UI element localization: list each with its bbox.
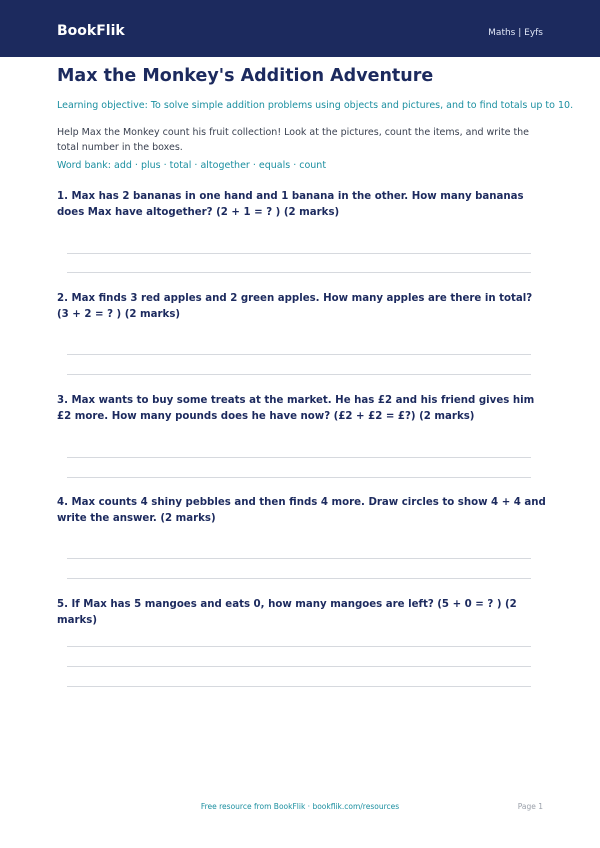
page-number: Page 1: [517, 802, 543, 811]
answer-line[interactable]: [67, 578, 531, 579]
answer-line[interactable]: [67, 354, 531, 355]
answer-line[interactable]: [67, 253, 531, 254]
footer-credit[interactable]: Free resource from BookFlik · bookflik.com/resources: [200, 802, 400, 811]
question-5: 5. If Max has 5 mangoes and eats 0, how many mangoes are left? (5 + 0 = ? ) (2 marks): [57, 599, 517, 626]
worksheet-title: Max the Monkey's Addition Adventure: [57, 66, 434, 86]
header-bar: [0, 0, 600, 57]
answer-line[interactable]: [67, 477, 531, 478]
answer-line[interactable]: [67, 272, 531, 273]
word-bank: Word bank: add · plus · total · altogether · equals · count: [57, 160, 327, 171]
answer-line[interactable]: [67, 558, 531, 559]
question-1: 1. Max has 2 bananas in one hand and 1 banana in the other. How many bananas does Max have altogether? (2 + 1 = ? ) (2 marks): [57, 191, 524, 218]
learning-objective: Learning objective: To solve simple addition problems using objects and pictures, and to find totals up to 10.: [57, 100, 574, 111]
answer-line[interactable]: [67, 686, 531, 687]
answer-line[interactable]: [67, 646, 531, 647]
question-2: 2. Max finds 3 red apples and 2 green apples. How many apples are there in total? (3 + 2 = ? ) (2 marks): [57, 293, 533, 320]
brand-logo-text[interactable]: BookFlik: [57, 23, 125, 39]
answer-line[interactable]: [67, 666, 531, 667]
question-3: 3. Max wants to buy some treats at the market. He has £2 and his friend gives him £2 more. How many pounds does he have now? (£2 + £2 = £?) (2 marks): [57, 395, 535, 422]
question-4: 4. Max counts 4 shiny pebbles and then finds 4 more. Draw circles to show 4 + 4 and write the answer. (2 marks): [57, 497, 546, 524]
answer-line[interactable]: [67, 457, 531, 458]
answer-line[interactable]: [67, 374, 531, 375]
subject-label: Maths | Eyfs: [488, 28, 543, 38]
intro-paragraph: Help Max the Monkey count his fruit collection! Look at the pictures, count the items, and write the total number in the boxes.: [57, 127, 530, 153]
